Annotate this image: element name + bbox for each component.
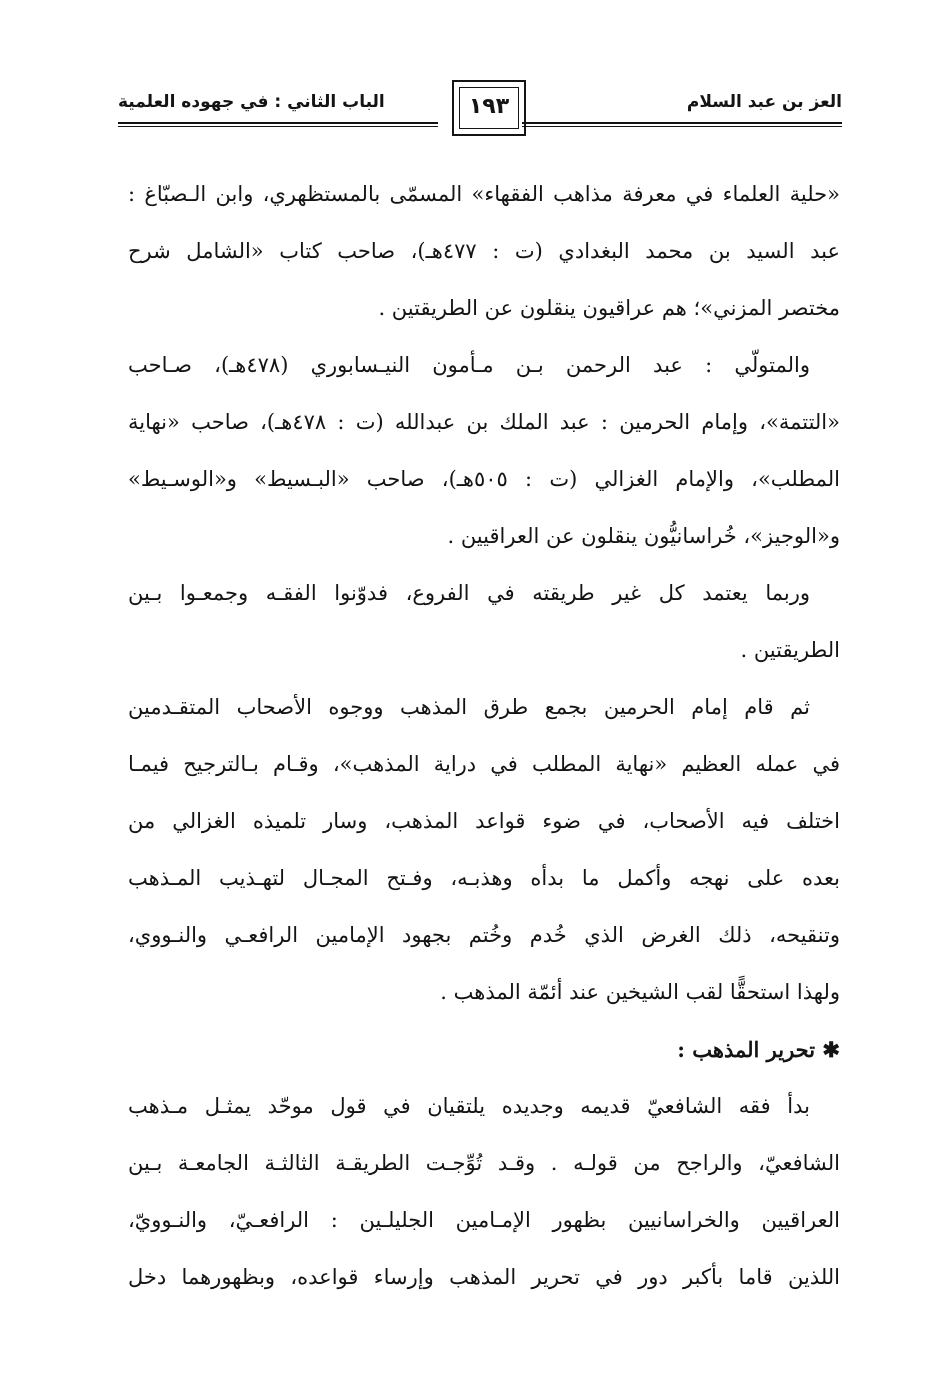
header-rule-right-thin bbox=[522, 126, 842, 127]
body-text bbox=[128, 166, 840, 1306]
page-number: ١٩٣ bbox=[468, 94, 510, 119]
text-line: اختلف فيه الأصحاب، في ضوء قواعد المذهب، وسار تلميذه الغزالي من bbox=[128, 809, 840, 833]
text-line: ثم قام إمام الحرمين بجمع طرق المذهب ووجوه الأصحاب المتقـدمين bbox=[128, 695, 810, 719]
text-line: ولهذا استحقًّا لقب الشيخين عند أئمّة المذهب . bbox=[440, 980, 840, 1004]
text-line: الشافعيّ، والراجح من قولـه . وقـد تُوِّجـت الطريقـة الثالثـة الجامعـة بـين bbox=[128, 1151, 840, 1175]
text-line: في عمله العظيم «نهاية المطلب في دراية المذهب»، وقـام بـالترجيح فيمـا bbox=[128, 752, 840, 776]
text-line: وتنقيحه، ذلك الغرض الذي خُدم وخُتم بجهود الإمامين الرافعـي والنـووي، bbox=[128, 923, 840, 947]
text-line: وربما يعتمد كل غير طريقته في الفروع، فدوّنوا الفقـه وجمعـوا بـين bbox=[128, 581, 810, 605]
text-line: و«الوجيز»، خُراسانيُّون ينقلون عن العراقيين . bbox=[447, 524, 840, 548]
header-rule-right bbox=[522, 122, 842, 124]
page-number-frame bbox=[452, 80, 526, 136]
text-line: عبد السيد بن محمد البغدادي (ت : ٤٧٧هـ)، صاحب كتاب «الشامل شرح bbox=[128, 239, 840, 263]
text-line: والمتولّي : عبد الرحمن بـن مـأمون النيـسابوري (٤٧٨هـ)، صـاحب bbox=[128, 353, 810, 377]
book-title: العز بن عبد السلام bbox=[686, 92, 842, 112]
text-line: مختصر المزني»؛ هم عراقيون ينقلون عن الطريقتين . bbox=[378, 296, 840, 320]
section-heading: ✱ تحرير المذهب : bbox=[677, 1037, 840, 1062]
text-line: «حلية العلماء في معرفة مذاهب الفقهاء» المسمّى بالمستظهري، وابن الـصبّاغ : bbox=[128, 182, 840, 206]
text-line: الطريقتين . bbox=[740, 638, 840, 662]
running-header bbox=[118, 80, 842, 140]
text-line: «التتمة»، وإمام الحرمين : عبد الملك بن عبدالله (ت : ٤٧٨هـ)، صاحب «نهاية bbox=[128, 410, 840, 434]
text-line: المطلب»، والإمام الغزالي (ت : ٥٠٥هـ)، صاحب «البـسيط» و«الوسـيط» bbox=[128, 467, 840, 491]
header-rule-left bbox=[118, 122, 438, 124]
header-rule-left-thin bbox=[118, 126, 438, 127]
text-line: بدأ فقه الشافعيّ قديمه وجديده يلتقيان في قول موحّد يمثـل مـذهب bbox=[128, 1094, 810, 1118]
text-line: اللذين قاما بأكبر دور في تحرير المذهب وإرساء قواعده، وبظهورهما دخل bbox=[128, 1265, 840, 1289]
text-line: العراقيين والخراسانيين بظهور الإمـامين الجليلـين : الرافعـيّ، والنـوويّ، bbox=[128, 1208, 840, 1232]
text-line: بعده على نهجه وأكمل ما بدأه وهذبـه، وفـتح المجـال لتهـذيب المـذهب bbox=[128, 866, 840, 890]
chapter-title: الباب الثاني : في جهوده العلمية bbox=[118, 92, 385, 112]
